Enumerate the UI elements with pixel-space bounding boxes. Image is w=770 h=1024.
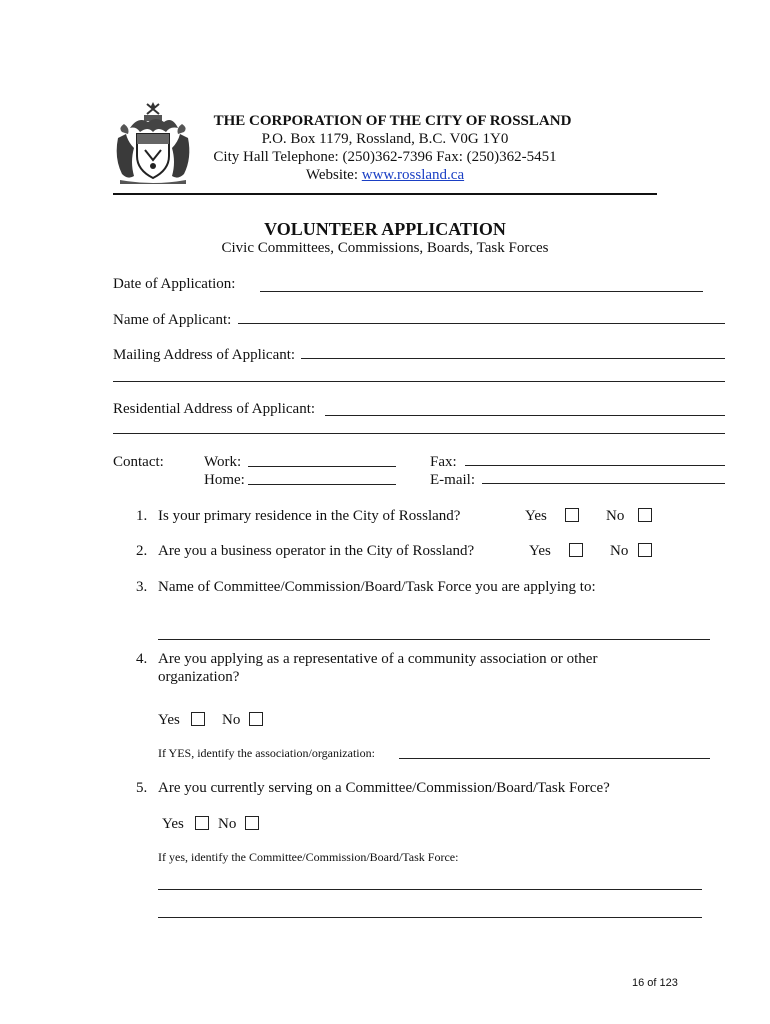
q5-no-label: No (218, 816, 237, 832)
org-name: THE CORPORATION OF THE CITY OF ROSSLAND (213, 113, 572, 129)
q5-yes-checkbox[interactable] (195, 816, 209, 830)
name-field[interactable] (238, 323, 725, 324)
home-label: Home: (204, 472, 245, 488)
fax-label: Fax: (430, 454, 457, 470)
coat-of-arms-logo (112, 98, 194, 186)
q3-text: Name of Committee/Commission/Board/Task Force you are applying to: (158, 579, 596, 595)
q4-no-label: No (222, 712, 241, 728)
form-title: VOLUNTEER APPLICATION (264, 219, 506, 239)
mailing-field-line2[interactable] (113, 381, 725, 382)
org-phone-fax: City Hall Telephone: (250)362-7396 Fax: (250)362-5451 (213, 149, 557, 165)
q4-text-line1: Are you applying as a representative of a community association or other (158, 651, 598, 667)
q1-no-label: No (606, 508, 625, 524)
q5-followup-field-line1[interactable] (158, 889, 702, 890)
date-field[interactable] (260, 291, 703, 292)
q5-followup-field-line2[interactable] (158, 917, 702, 918)
q2-yes-checkbox[interactable] (569, 543, 583, 557)
work-field[interactable] (248, 466, 396, 467)
q4-number: 4. (136, 651, 148, 667)
residential-field-line2[interactable] (113, 433, 725, 434)
q3-answer-field[interactable] (158, 639, 710, 640)
header-divider (113, 193, 657, 195)
q5-text: Are you currently serving on a Committee/Commission/Board/Task Force? (158, 780, 610, 796)
fax-field[interactable] (465, 465, 725, 466)
residential-label: Residential Address of Applicant: (113, 401, 316, 417)
q5-followup-label: If yes, identify the Committee/Commission/Board/Task Force: (158, 850, 459, 864)
q3-number: 3. (136, 579, 148, 595)
work-label: Work: (204, 454, 242, 470)
contact-label: Contact: (113, 454, 164, 470)
q2-number: 2. (136, 543, 148, 559)
q2-text: Are you a business operator in the City of Rossland? (158, 543, 475, 559)
q1-no-checkbox[interactable] (638, 508, 652, 522)
email-field[interactable] (482, 483, 725, 484)
coat-of-arms-icon (112, 98, 194, 186)
residential-field-line1[interactable] (325, 415, 725, 416)
q4-followup-field[interactable] (399, 758, 710, 759)
page-number: 16 of 123 (632, 977, 678, 989)
q4-yes-checkbox[interactable] (191, 712, 205, 726)
email-label: E-mail: (430, 472, 475, 488)
q4-yes-label: Yes (158, 712, 180, 728)
q1-yes-checkbox[interactable] (565, 508, 579, 522)
q5-no-checkbox[interactable] (245, 816, 259, 830)
q5-yes-label: Yes (162, 816, 184, 832)
org-address: P.O. Box 1179, Rossland, B.C. V0G 1Y0 (261, 131, 509, 147)
q1-number: 1. (136, 508, 148, 524)
q2-no-label: No (610, 543, 629, 559)
form-subtitle: Civic Committees, Commissions, Boards, Task Forces (221, 240, 549, 256)
org-website (205, 166, 565, 184)
website-link[interactable]: www.rossland.ca (361, 167, 465, 183)
mailing-field-line1[interactable] (301, 358, 725, 359)
q2-yes-label: Yes (529, 543, 551, 559)
home-field[interactable] (248, 484, 396, 485)
q4-no-checkbox[interactable] (249, 712, 263, 726)
q1-text: Is your primary residence in the City of Rossland? (158, 508, 461, 524)
website-label: Website: (305, 167, 359, 183)
q2-no-checkbox[interactable] (638, 543, 652, 557)
q4-followup-label: If YES, identify the association/organization: (158, 746, 375, 760)
q5-number: 5. (136, 780, 148, 796)
date-label: Date of Application: (113, 276, 236, 292)
name-label: Name of Applicant: (113, 312, 232, 328)
q4-text-line2: organization? (158, 669, 240, 685)
mailing-label: Mailing Address of Applicant: (113, 347, 296, 363)
q1-yes-label: Yes (525, 508, 547, 524)
